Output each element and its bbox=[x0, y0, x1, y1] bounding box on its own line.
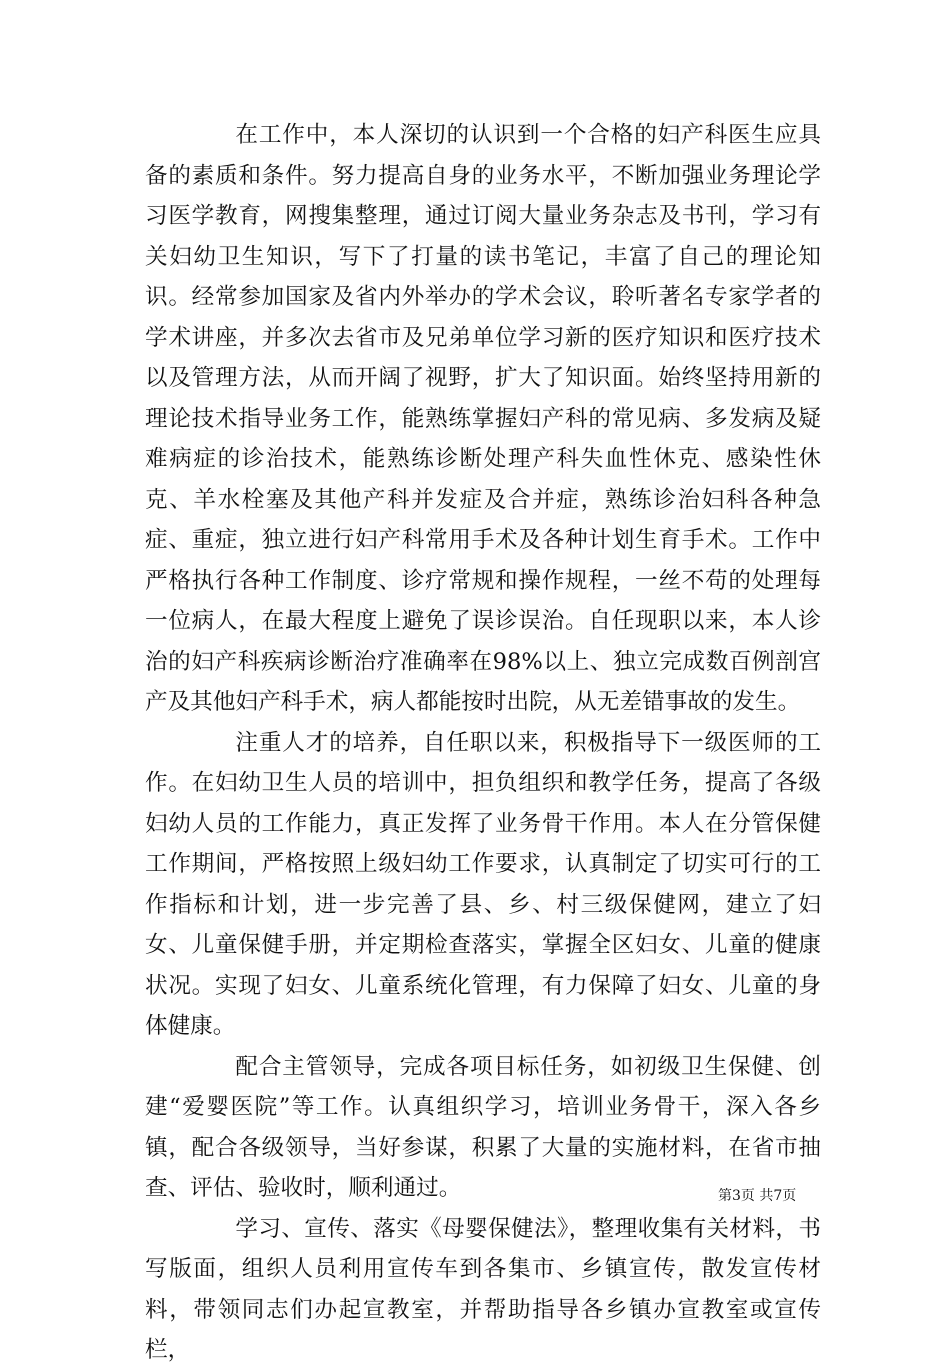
paragraph-talent-training: 注重人才的培养，自任职以来，积极指导下一级医师的工作。在妇幼卫生人员的培训中，担负组织和教学任务，提高了各级妇幼人员的工作能力，真正发挥了业务骨干作用。本人在分管保健工作期间，严格按照上级妇幼工作要求，认真制定了切实可行的工作指标和计划，进一步完善了县、乡、村三级保健网，建立了妇女、儿童保健手册，并定期检查落实，掌握全区妇女、儿童的健康状况。实现了妇女、儿童系统化管理，有力保障了妇女、儿童的身体健康。 bbox=[145, 729, 821, 1039]
paragraph-leadership-support: 配合主管领导，完成各项目标任务，如初级卫生保健、创建“爱婴医院”等工作。认真组织学习，培训业务骨干，深入各乡镇，配合各级领导，当好参谋，积累了大量的实施材料，在省市抽查、评估、验收时，顺利通过。 bbox=[145, 1053, 821, 1201]
paragraph-maternal-law-promotion: 学习、宣传、落实《母婴保健法》，整理收集有关材料，书写版面，组织人员利用宣传车到各集市、乡镇宣传，散发宣传材料，带领同志们办起宣教室，并帮助指导各乡镇办宣教室或宣传栏， bbox=[145, 1215, 821, 1363]
paragraph-work-qualifications: 在工作中，本人深切的认识到一个合格的妇产科医生应具备的素质和条件。努力提高自身的业务水平，不断加强业务理论学习医学教育，网搜集整理，通过订阅大量业务杂志及书刊，学习有关妇幼卫生知识，写下了打量的读书笔记，丰富了自己的理论知识。经常参加国家及省内外举办的学术会议，聆听著名专家学者的学术讲座，并多次去省市及兄弟单位学习新的医疗知识和医疗技术以及管理方法，从而开阔了视野，扩大了知识面。始终坚持用新的理论技术指导业务工作，能熟练掌握妇产科的常见病、多发病及疑难病症的诊治技术，能熟练诊断处理产科失血性休克、感染性休克、羊水栓塞及其他产科并发症及合并症，熟练诊治妇科各种急症、重症，独立进行妇产科常用手术及各种计划生育手术。工作中严格执行各种工作制度、诊疗常规和操作规程，一丝不苟的处理每一位病人，在最大程度上避免了误诊误治。自任现职以来，本人诊治的妇产科疾病诊断治疗准确率在98%以上、独立完成数百例剖宫产及其他妇产科手术，病人都能按时出院，从无差错事故的发生。 bbox=[145, 122, 821, 715]
page-number-footer: 第3页 共7页 bbox=[718, 1188, 797, 1204]
document-body bbox=[145, 115, 821, 1371]
